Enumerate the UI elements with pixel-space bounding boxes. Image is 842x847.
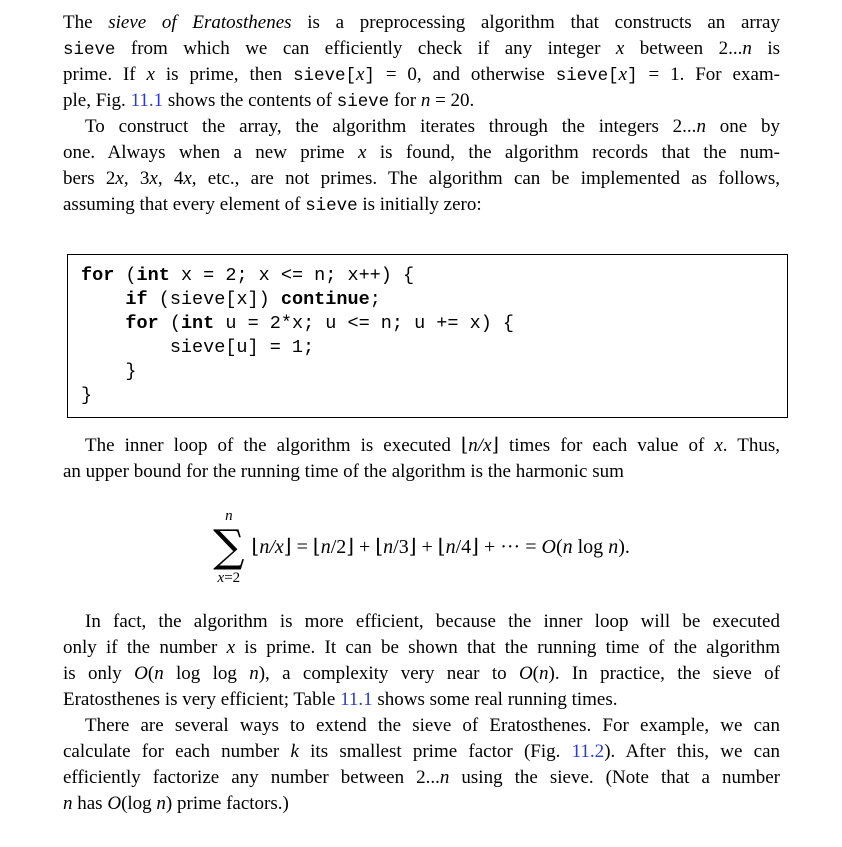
summation-lower-limit: x=2 — [217, 569, 241, 586]
code-block-sieve — [67, 254, 788, 418]
text-line: assuming that every element of sieve is initially zero: — [63, 194, 482, 216]
text-line: } — [81, 361, 137, 382]
summation-symbol — [213, 509, 244, 586]
text-line: The sieve of Eratosthenes is a preprocessing algorithm that constructs an array — [63, 12, 780, 33]
text-line: for (int u = 2*x; u <= n; u += x) { — [125, 313, 515, 334]
text-line: is only O(n log log n), a complexity very near to O(n). In practice, the sieve of — [63, 663, 780, 684]
text-line: Eratosthenes is very efficient; Table 11.1 shows some real running times. — [63, 689, 618, 710]
paragraph-construction — [63, 114, 780, 218]
text-line: There are several ways to extend the sieve of Eratosthenes. For example, we can — [85, 715, 780, 736]
text-line: n has O(log n) prime factors.) — [63, 793, 289, 814]
text-line: efficiently factorize any number between 2...n using the sieve. (Note that a number — [63, 767, 780, 788]
cross-reference-link[interactable]: 11.1 — [340, 689, 373, 710]
text-line: an upper bound for the running time of the algorithm is the harmonic sum — [63, 461, 624, 482]
summation-upper-limit: n — [225, 507, 233, 524]
text-line: prime. If x is prime, then sieve[x] = 0, and otherwise sieve[x] = 1. For exam- — [63, 64, 781, 86]
cross-reference-link[interactable]: 11.2 — [571, 741, 605, 762]
paragraph-sieve-intro — [63, 10, 780, 114]
text-line: only if the number x is prime. It can be shown that the running time of the algorithm — [63, 637, 780, 658]
text-line: ple, Fig. 11.1 shows the contents of sieve for n = 20. — [63, 90, 475, 112]
text-line: bers 2x, 3x, 4x, etc., are not primes. The algorithm can be implemented as follows, — [63, 168, 781, 189]
paragraph-efficiency — [63, 609, 780, 713]
text-line: for (int x = 2; x <= n; x++) { — [81, 265, 415, 286]
text-line: if (sieve[x]) continue; — [125, 289, 381, 310]
formula-expression: ⌊n/x⌋ = ⌊n/2⌋ + ⌊n/3⌋ + ⌊n/4⌋ + ··· = O(n log n). — [251, 536, 630, 558]
paragraph-extensions — [63, 713, 780, 817]
sigma-glyph: ∑ — [213, 520, 245, 572]
text-line: sieve from which we can efficiently check if any integer x between 2...n is — [63, 38, 780, 60]
text-line: calculate for each number k its smallest prime factor (Fig. 11.2). After this, we can — [63, 741, 780, 762]
text-line: The inner loop of the algorithm is executed ⌊n/x⌋ times for each value of x. Thus, — [85, 435, 780, 456]
cross-reference-link[interactable]: 11.1 — [130, 90, 164, 111]
text-line: To construct the array, the algorithm iterates through the integers 2...n one by — [85, 116, 780, 137]
harmonic-sum-formula — [63, 497, 780, 597]
paragraph-inner-loop — [63, 433, 780, 485]
text-line: sieve[u] = 1; — [81, 337, 315, 358]
text-line: In fact, the algorithm is more efficient, because the inner loop will be executed — [85, 611, 780, 632]
text-line: one. Always when a new prime x is found, the algorithm records that the num- — [63, 142, 780, 163]
text-line: } — [81, 385, 93, 406]
